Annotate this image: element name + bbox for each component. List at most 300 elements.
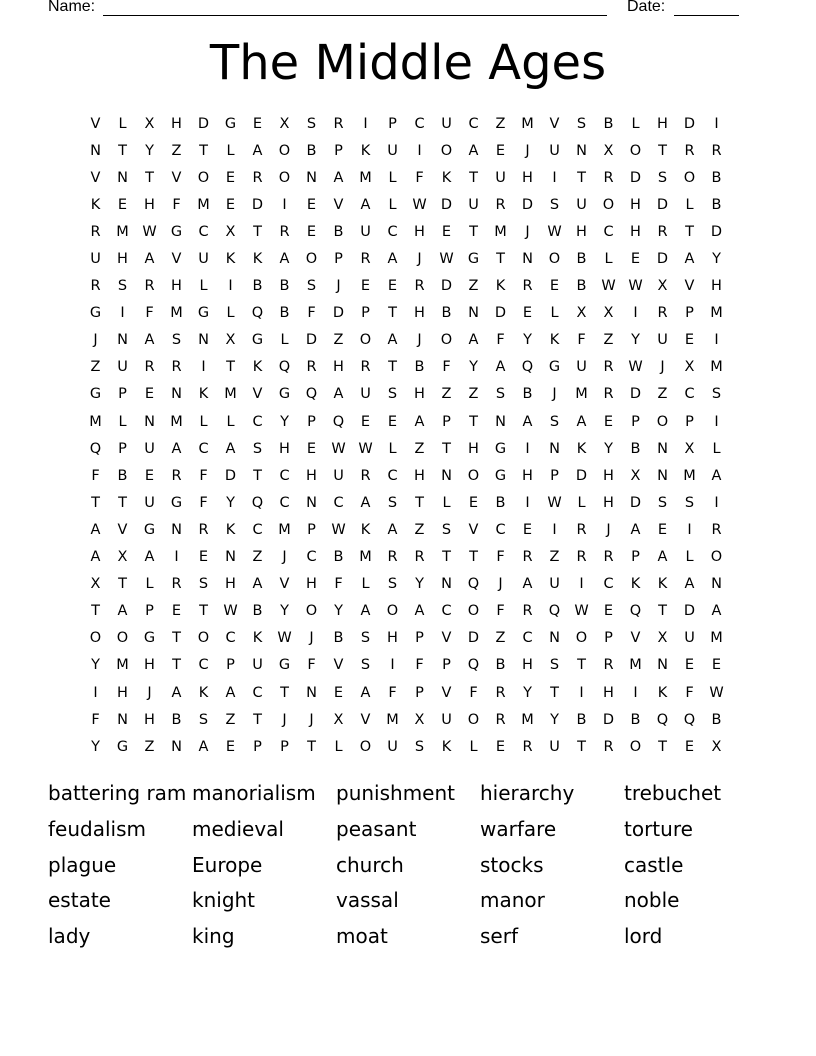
grid-letter: S	[495, 386, 506, 403]
grid-letter: D	[629, 169, 642, 186]
grid-letter: Y	[280, 413, 289, 430]
grid-letter: Z	[495, 630, 506, 647]
grid-letter: N	[306, 169, 317, 186]
grid-letter: E	[711, 657, 722, 674]
grid-letter: O	[116, 630, 129, 647]
grid-letter: R	[603, 738, 614, 755]
grid-letter: F	[334, 576, 343, 593]
grid-row	[82, 137, 730, 164]
grid-letter: R	[603, 386, 614, 403]
grid-letter: N	[576, 142, 587, 159]
grid-letter: S	[387, 386, 398, 403]
grid-letter: A	[387, 521, 398, 538]
grid-letter: O	[467, 467, 480, 484]
grid-letter: I	[552, 169, 557, 186]
grid-letter: W	[547, 494, 562, 511]
word-list-item: serf	[480, 924, 518, 949]
grid-letter: M	[359, 169, 372, 186]
grid-letter: H	[144, 711, 155, 728]
grid-letter: G	[278, 386, 291, 403]
grid-letter: X	[603, 142, 614, 159]
grid-letter: O	[197, 630, 210, 647]
grid-letter: T	[469, 223, 478, 240]
grid-letter: B	[279, 278, 290, 295]
grid-letter: P	[415, 630, 424, 647]
grid-letter: P	[118, 440, 127, 457]
grid-letter: Q	[683, 711, 696, 728]
grid-letter: A	[684, 251, 695, 268]
grid-letter: Z	[549, 549, 560, 566]
grid-letter: N	[549, 630, 560, 647]
grid-letter: K	[549, 332, 560, 349]
grid-row	[82, 706, 730, 733]
grid-letter: E	[306, 223, 317, 240]
grid-letter: T	[118, 494, 127, 511]
grid-letter: A	[495, 359, 506, 376]
grid-row	[82, 245, 730, 272]
grid-letter: X	[144, 115, 155, 132]
grid-letter: O	[575, 630, 588, 647]
grid-letter: L	[145, 576, 154, 593]
grid-letter: A	[522, 576, 533, 593]
grid-letter: U	[387, 738, 398, 755]
grid-letter: J	[606, 521, 611, 538]
grid-letter: C	[414, 115, 425, 132]
grid-letter: Y	[226, 494, 235, 511]
grid-letter: R	[576, 549, 587, 566]
grid-row	[82, 218, 730, 245]
grid-letter: E	[360, 413, 371, 430]
grid-letter: T	[253, 223, 262, 240]
grid-letter: O	[89, 630, 102, 647]
grid-letter: A	[711, 603, 722, 620]
grid-letter: O	[278, 169, 291, 186]
grid-letter: Z	[441, 386, 452, 403]
grid-letter: B	[711, 196, 722, 213]
grid-letter: D	[683, 603, 696, 620]
grid-letter: S	[360, 630, 371, 647]
grid-letter: A	[117, 603, 128, 620]
grid-letter: N	[144, 413, 155, 430]
grid-letter: S	[387, 576, 398, 593]
grid-letter: K	[252, 630, 263, 647]
grid-letter: A	[144, 251, 155, 268]
grid-letter: U	[549, 142, 560, 159]
grid-letter: C	[198, 657, 209, 674]
grid-letter: S	[441, 521, 452, 538]
grid-letter: S	[657, 494, 668, 511]
grid-row	[82, 544, 730, 571]
grid-letter: R	[522, 603, 533, 620]
grid-letter: T	[199, 603, 208, 620]
grid-letter: C	[333, 494, 344, 511]
grid-letter: L	[685, 196, 694, 213]
name-label: Name:	[48, 0, 96, 15]
grid-letter: Q	[548, 603, 561, 620]
grid-row	[82, 652, 730, 679]
grid-letter: I	[363, 115, 368, 132]
grid-letter: D	[656, 196, 669, 213]
grid-letter: C	[279, 494, 290, 511]
grid-letter: A	[171, 440, 182, 457]
word-list-item: manorialism	[192, 781, 316, 805]
grid-letter: X	[117, 549, 128, 566]
grid-letter: E	[306, 196, 317, 213]
grid-letter: I	[579, 576, 584, 593]
grid-letter: I	[93, 684, 98, 701]
grid-letter: T	[253, 467, 262, 484]
grid-letter: P	[226, 657, 235, 674]
word-list-item: warfare	[480, 816, 557, 841]
grid-letter: Q	[251, 494, 264, 511]
grid-letter: F	[388, 684, 397, 701]
grid-letter: H	[522, 657, 533, 674]
grid-letter: T	[172, 630, 181, 647]
grid-row	[82, 191, 730, 218]
grid-letter: E	[495, 142, 506, 159]
grid-letter: H	[117, 251, 128, 268]
grid-letter: A	[468, 142, 479, 159]
grid-letter: C	[306, 549, 317, 566]
grid-letter: H	[711, 278, 722, 295]
grid-letter: T	[577, 657, 586, 674]
grid-letter: J	[282, 549, 287, 566]
grid-letter: R	[576, 521, 587, 538]
grid-letter: M	[494, 223, 507, 240]
grid-letter: R	[657, 305, 668, 322]
grid-letter: H	[522, 467, 533, 484]
grid-letter: P	[307, 521, 316, 538]
grid-letter: R	[171, 359, 182, 376]
grid-letter: O	[602, 196, 615, 213]
grid-letter: D	[467, 630, 480, 647]
grid-letter: B	[414, 359, 425, 376]
grid-letter: A	[144, 332, 155, 349]
grid-letter: G	[170, 223, 183, 240]
grid-letter: L	[199, 278, 208, 295]
date-label: Date:	[627, 0, 666, 15]
grid-letter: R	[603, 549, 614, 566]
grid-letter: N	[468, 305, 479, 322]
grid-letter: F	[496, 603, 505, 620]
grid-letter: D	[332, 305, 345, 322]
grid-letter: I	[417, 142, 422, 159]
grid-letter: I	[579, 684, 584, 701]
grid-letter: S	[414, 738, 425, 755]
grid-letter: S	[198, 576, 209, 593]
grid-letter: S	[576, 115, 587, 132]
grid-letter: E	[144, 467, 155, 484]
grid-letter: I	[174, 549, 179, 566]
grid-row	[82, 598, 730, 625]
grid-letter: T	[442, 549, 451, 566]
grid-letter: B	[576, 711, 587, 728]
grid-letter: D	[440, 278, 453, 295]
grid-letter: M	[116, 223, 129, 240]
grid-letter: K	[360, 142, 371, 159]
grid-letter: E	[387, 413, 398, 430]
grid-letter: M	[575, 386, 588, 403]
grid-letter: M	[116, 657, 129, 674]
grid-letter: Z	[225, 711, 236, 728]
grid-letter: K	[441, 738, 452, 755]
grid-letter: B	[279, 305, 290, 322]
grid-letter: C	[387, 467, 398, 484]
grid-letter: P	[361, 305, 370, 322]
grid-letter: C	[252, 684, 263, 701]
grid-letter: I	[228, 278, 233, 295]
grid-letter: Y	[145, 142, 154, 159]
grid-letter: K	[576, 440, 587, 457]
word-list	[48, 776, 768, 955]
grid-letter: M	[197, 196, 210, 213]
grid-letter: N	[117, 169, 128, 186]
grid-letter: T	[253, 711, 262, 728]
grid-letter: O	[467, 603, 480, 620]
grid-letter: E	[117, 196, 128, 213]
grid-letter: R	[495, 711, 506, 728]
grid-letter: V	[333, 196, 344, 213]
grid-letter: A	[90, 549, 101, 566]
grid-letter: H	[603, 494, 614, 511]
grid-letter: J	[525, 142, 530, 159]
grid-letter: A	[360, 196, 371, 213]
grid-letter: O	[629, 142, 642, 159]
grid-letter: E	[684, 657, 695, 674]
word-list-item: torture	[624, 816, 693, 841]
grid-letter: C	[603, 223, 614, 240]
grid-letter: W	[601, 278, 616, 295]
grid-letter: X	[603, 305, 614, 322]
grid-letter: Z	[144, 738, 155, 755]
grid-letter: M	[278, 521, 291, 538]
grid-letter: R	[279, 223, 290, 240]
grid-letter: F	[307, 657, 316, 674]
grid-letter: A	[360, 684, 371, 701]
grid-letter: O	[629, 738, 642, 755]
grid-letter: V	[171, 169, 182, 186]
grid-letter: R	[144, 359, 155, 376]
grid-letter: R	[522, 278, 533, 295]
grid-letter: C	[225, 630, 236, 647]
grid-letter: D	[251, 196, 264, 213]
word-list-item: hierarchy	[480, 781, 575, 805]
grid-letter: O	[305, 251, 318, 268]
grid-letter: T	[469, 413, 478, 430]
grid-letter: F	[199, 494, 208, 511]
grid-letter: Z	[90, 359, 101, 376]
grid-letter: X	[684, 359, 695, 376]
grid-letter: T	[658, 603, 667, 620]
grid-row	[82, 273, 730, 300]
word-list-item: moat	[336, 924, 388, 949]
grid-letter: I	[633, 305, 638, 322]
grid-letter: G	[224, 115, 237, 132]
grid-letter: W	[277, 630, 292, 647]
grid-letter: H	[279, 440, 290, 457]
grid-letter: G	[89, 305, 102, 322]
grid-letter: Q	[467, 657, 480, 674]
word-list-item: king	[192, 924, 235, 949]
grid-letter: S	[252, 440, 263, 457]
grid-letter: I	[390, 657, 395, 674]
grid-letter: G	[170, 494, 183, 511]
grid-letter: G	[548, 359, 561, 376]
grid-letter: H	[117, 684, 128, 701]
grid-letter: T	[469, 549, 478, 566]
grid-letter: T	[91, 494, 100, 511]
grid-letter: L	[226, 413, 235, 430]
grid-letter: H	[144, 657, 155, 674]
grid-letter: H	[144, 196, 155, 213]
word-list-item: stocks	[480, 852, 544, 877]
grid-letter: U	[549, 738, 560, 755]
grid-row	[82, 327, 730, 354]
grid-letter: N	[711, 576, 722, 593]
grid-row	[82, 408, 730, 435]
grid-letter: K	[630, 576, 641, 593]
grid-letter: B	[117, 467, 128, 484]
grid-letter: C	[468, 115, 479, 132]
word-list-item: estate	[48, 888, 111, 913]
grid-letter: T	[442, 440, 451, 457]
grid-letter: H	[414, 386, 425, 403]
grid-letter: C	[522, 630, 533, 647]
grid-letter: N	[117, 332, 128, 349]
grid-letter: B	[711, 711, 722, 728]
grid-letter: P	[253, 738, 262, 755]
grid-letter: K	[441, 169, 452, 186]
grid-letter: E	[387, 278, 398, 295]
grid-letter: W	[142, 223, 157, 240]
grid-letter: A	[252, 576, 263, 593]
grid-letter: H	[333, 359, 344, 376]
grid-letter: N	[441, 467, 452, 484]
grid-letter: R	[171, 576, 182, 593]
grid-letter: O	[683, 169, 696, 186]
grid-letter: A	[414, 413, 425, 430]
grid-letter: I	[633, 684, 638, 701]
grid-letter: E	[144, 386, 155, 403]
grid-letter: G	[494, 440, 507, 457]
grid-letter: V	[252, 386, 263, 403]
grid-letter: A	[198, 738, 209, 755]
word-list-item: punishment	[336, 781, 456, 805]
grid-letter: W	[547, 223, 562, 240]
grid-letter: K	[360, 521, 371, 538]
grid-letter: R	[198, 521, 209, 538]
grid-letter: C	[198, 223, 209, 240]
grid-letter: U	[117, 359, 128, 376]
grid-letter: U	[333, 467, 344, 484]
grid-letter: S	[711, 386, 722, 403]
grid-letter: Y	[91, 657, 100, 674]
grid-letter: Q	[332, 413, 345, 430]
word-list-item: castle	[624, 852, 684, 877]
grid-letter: P	[631, 549, 640, 566]
grid-letter: J	[309, 711, 314, 728]
grid-letter: B	[711, 169, 722, 186]
grid-letter: C	[252, 521, 263, 538]
grid-letter: J	[147, 684, 152, 701]
grid-letter: O	[278, 142, 291, 159]
grid-row	[82, 462, 730, 489]
grid-letter: A	[522, 413, 533, 430]
grid-letter: P	[280, 738, 289, 755]
grid-letter: V	[468, 521, 479, 538]
grid-letter: I	[714, 494, 719, 511]
grid-letter: W	[628, 278, 643, 295]
grid-letter: I	[120, 305, 125, 322]
grid-letter: B	[495, 657, 506, 674]
grid-letter: V	[171, 251, 182, 268]
grid-letter: A	[333, 169, 344, 186]
grid-letter: E	[225, 196, 236, 213]
grid-letter: M	[170, 413, 183, 430]
grid-letter: E	[360, 278, 371, 295]
grid-letter: P	[631, 413, 640, 430]
grid-letter: G	[251, 332, 264, 349]
grid-letter: F	[685, 684, 694, 701]
grid-letter: L	[604, 251, 613, 268]
word-list-item: Europe	[192, 852, 263, 877]
grid-letter: Z	[657, 386, 668, 403]
grid-letter: X	[279, 115, 290, 132]
grid-letter: L	[334, 738, 343, 755]
grid-letter: L	[226, 305, 235, 322]
grid-letter: E	[630, 251, 641, 268]
grid-letter: H	[414, 305, 425, 322]
grid-letter: U	[90, 251, 101, 268]
grid-letter: R	[495, 196, 506, 213]
grid-letter: P	[550, 467, 559, 484]
grid-letter: O	[467, 711, 480, 728]
grid-letter: I	[552, 521, 557, 538]
grid-row	[82, 381, 730, 408]
word-list-item: battering ram	[48, 781, 187, 805]
grid-letter: U	[495, 169, 506, 186]
grid-letter: E	[225, 169, 236, 186]
grid-letter: P	[442, 657, 451, 674]
grid-letter: P	[307, 413, 316, 430]
grid-letter: E	[603, 413, 614, 430]
grid-letter: H	[306, 467, 317, 484]
grid-letter: N	[549, 440, 560, 457]
grid-letter: C	[603, 576, 614, 593]
grid-letter: H	[522, 169, 533, 186]
grid-letter: T	[685, 223, 694, 240]
grid-letter: R	[171, 467, 182, 484]
grid-letter: B	[441, 305, 452, 322]
grid-letter: J	[282, 711, 287, 728]
grid-letter: K	[90, 196, 101, 213]
grid-letter: I	[282, 196, 287, 213]
grid-letter: F	[577, 332, 586, 349]
grid-letter: Y	[91, 738, 100, 755]
grid-letter: E	[684, 332, 695, 349]
grid-letter: N	[198, 332, 209, 349]
grid-letter: Y	[523, 684, 532, 701]
grid-letter: E	[495, 738, 506, 755]
grid-letter: Y	[415, 576, 424, 593]
grid-letter: D	[629, 494, 642, 511]
grid-letter: H	[576, 223, 587, 240]
grid-letter: M	[521, 711, 534, 728]
grid-letter: V	[117, 521, 128, 538]
grid-row	[82, 625, 730, 652]
grid-letter: B	[576, 278, 587, 295]
grid-letter: J	[552, 386, 557, 403]
